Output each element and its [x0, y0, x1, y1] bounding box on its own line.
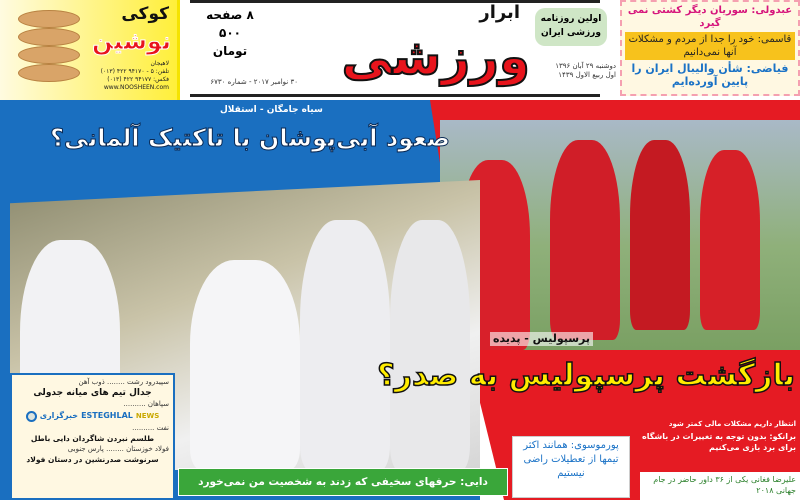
cookie-image	[18, 46, 80, 64]
red-subheadline: انتظار داریم مشکلات مالی کمتر شود	[668, 420, 796, 428]
player-figure	[300, 220, 390, 470]
price: ۵۰۰ تومان	[212, 26, 248, 58]
teaser-headline: عبدولی: سوریان دیگر کشتی نمی گیرد	[627, 5, 793, 29]
watermark-text: ESTEGHLAL	[81, 411, 133, 420]
teaser-headline: فیاضی: شأن والیبال ایران را پایین آورده‌ایم	[631, 62, 789, 88]
newspaper-logo	[305, 2, 530, 94]
ad-contact	[74, 60, 169, 92]
cookie-image	[18, 28, 80, 46]
teaser-headline: قاسمی: خود را جدا از مردم و مشکلات آنها نمی‌دانیم	[625, 32, 795, 60]
cookie-image	[18, 64, 80, 82]
watermark-logo	[16, 409, 169, 423]
league-table-box[interactable]	[10, 373, 175, 500]
ad-phone: تلفن: ۵ - ۹۴۱۷۰ ۴۲۲ (۰۱۳)	[100, 68, 169, 75]
logo-main-text: ورزشی	[341, 28, 530, 86]
match-row: نفت ..........	[132, 424, 169, 432]
watermark-text: NEWS	[135, 412, 160, 420]
blue-headline[interactable]: صعود آبی‌پوشان با تاکتیک آلمانی؟	[50, 124, 450, 152]
match-row: سپاهان ..........	[123, 400, 169, 408]
price-info	[200, 6, 260, 60]
tagline-badge: اولین روزنامه ورزشی ایران	[535, 8, 607, 46]
player-figure	[190, 260, 300, 470]
ad-website: www.NOOSHEEN.com	[103, 84, 169, 91]
main-headline[interactable]: بازگشت پرسپولیس به صدر؟	[377, 358, 795, 393]
table-subheading: طلسم نبردن شاگردان دایی باطل	[30, 434, 155, 443]
ad-fax: فکس: ۹۴۱۷۷ ۴۲۲ (۰۱۳)	[107, 76, 169, 83]
cookie-image	[18, 10, 80, 28]
table-heading: جدال تیم های میانه جدولی	[33, 388, 152, 398]
date-block	[532, 62, 616, 80]
photo-caption: پرسپولیس - پدیده	[490, 332, 593, 346]
teaser-box	[620, 0, 800, 96]
watermark-emblem-icon	[26, 411, 37, 422]
blue-kicker: سیاه جامگان - استقلال	[220, 105, 323, 115]
table-subheading: سرنوشت صدرنشین در دستان فولاد	[26, 455, 159, 464]
persepolis-photo	[440, 120, 800, 350]
daei-headline[interactable]: دایی: حرفهای سخیفی که زدند به شخصیت من نمی‌خورد	[178, 468, 508, 496]
ad-brand: کوکی	[121, 4, 169, 24]
date-hijri: اول ربیع الاول ۱۴۳۹	[558, 71, 616, 79]
ad-product-name: نوشین	[91, 27, 171, 55]
advertisement	[0, 0, 180, 100]
referee-box[interactable]: علیرضا فغانی یکی از ۳۶ داور حاضر در جام جهانی ۲۰۱۸	[640, 472, 800, 500]
player-figure	[630, 140, 690, 330]
player-figure	[390, 220, 470, 470]
ad-city: لاهیجان	[150, 60, 169, 67]
player-figure	[700, 150, 760, 330]
match-row: سپیدرود رشت ........ ذوب آهن	[78, 378, 169, 386]
red-subheadline: برانکو: بدون توجه به تغییرات در باشگاه برای برد بازی می‌کنیم	[642, 432, 796, 452]
pourmousavi-box[interactable]: پورموسوی: همانند اکثر تیمها از تعطیلات راضی نیستیم	[512, 436, 630, 498]
player-figure	[550, 140, 620, 340]
watermark-text: خبرگزاری	[39, 411, 79, 420]
date-persian: دوشنبه ۲۹ آبان ۱۳۹۶	[555, 62, 616, 70]
issue-number: ۳۰ نوامبر ۲۰۱۷ - شماره ۶۷۳۰	[210, 78, 298, 86]
header-rule	[190, 94, 600, 97]
match-row: فولاد خوزستان ........ پارس جنوبی	[67, 445, 169, 453]
page-count: ۸ صفحه	[206, 8, 254, 22]
logo-small-text: ابرار	[479, 2, 520, 23]
